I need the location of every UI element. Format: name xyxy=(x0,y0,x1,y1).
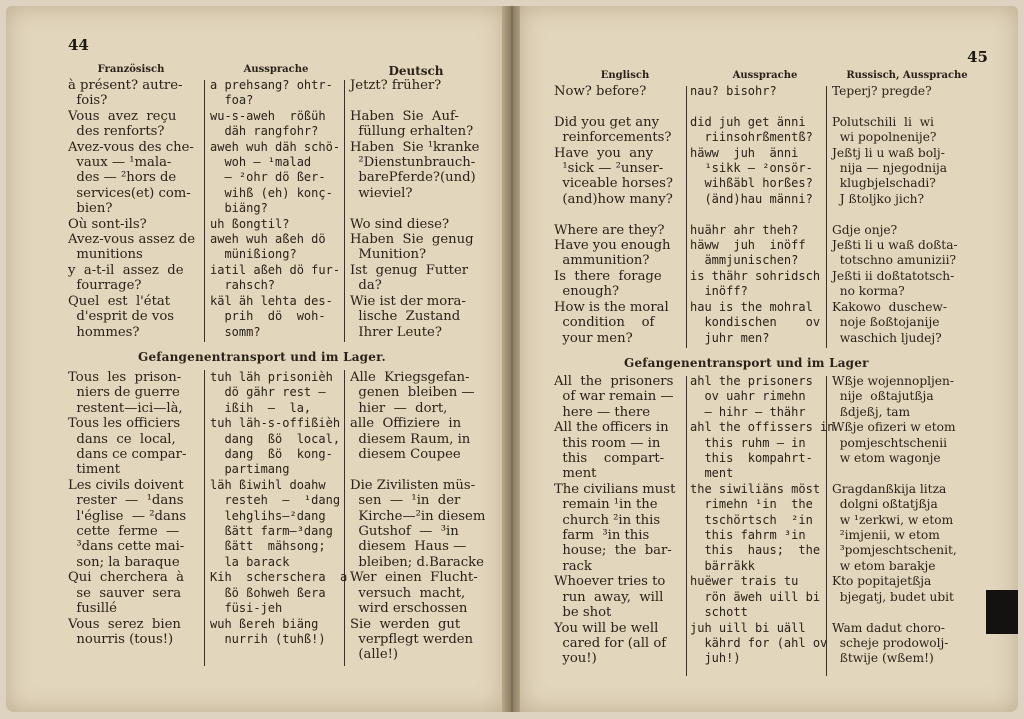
text-line: nau? bisohr? xyxy=(690,84,777,98)
text-line: fusillé xyxy=(68,601,117,617)
text-line: enough? xyxy=(554,284,620,300)
text-line: (and)how many? xyxy=(554,191,673,207)
text-line: wihß (eh) konç- xyxy=(210,185,333,200)
text-line: Wer einen Flucht- xyxy=(350,570,478,586)
german-bottom-column xyxy=(350,370,485,663)
column-divider xyxy=(204,370,205,666)
text-line: the siwiliäns möst xyxy=(690,481,821,496)
text-line: sen — ¹in der xyxy=(350,493,461,509)
text-line: dans ce compar- xyxy=(68,447,187,463)
text-line: Kto popitajetßja xyxy=(832,574,932,589)
text-line: bärräkk xyxy=(690,558,756,573)
text-line: of war remain — xyxy=(554,389,674,405)
text-line: dang ßö local, xyxy=(210,431,341,446)
text-line: käl äh lehta des- xyxy=(210,293,333,308)
text-line: ²imjenii, w etom xyxy=(832,528,940,543)
text-line: You will be well xyxy=(554,620,659,636)
header-franzoesisch: Französisch xyxy=(97,64,165,75)
text-line: lische Zustand xyxy=(350,309,461,325)
text-line: house; the bar- xyxy=(554,543,672,559)
text-line: ¹sick — ²unser- xyxy=(554,161,664,177)
text-line: rimehn ¹in the xyxy=(690,497,813,512)
text-line: Have you any xyxy=(554,145,654,161)
text-line: dans ce local, xyxy=(68,431,176,447)
text-line: Les civils doivent xyxy=(68,477,184,493)
text-line: you!) xyxy=(554,651,597,667)
text-line: All the officers in xyxy=(554,420,669,436)
pronunciation-en-bottom-column xyxy=(690,374,835,667)
text-line: Where are they? xyxy=(554,222,665,238)
text-line xyxy=(832,99,958,114)
text-line: lehglihs—²dang xyxy=(210,508,326,523)
text-line: läh ßiwihl doahw xyxy=(210,477,326,492)
book-gutter xyxy=(502,6,522,712)
text-line: Sie werden gut xyxy=(350,616,461,632)
text-line: riinsohrßmentß? xyxy=(690,130,813,145)
text-line xyxy=(832,466,957,481)
text-line: waschich ljudej? xyxy=(832,330,942,345)
text-line: ov uahr rimehn xyxy=(690,389,806,404)
text-line: biäng? xyxy=(210,201,268,216)
text-line: ahl the prisoners xyxy=(690,374,813,388)
text-line: timent xyxy=(68,462,121,478)
text-line: alle Offiziere in xyxy=(350,416,462,432)
text-line: Jeßti li u waß doßta- xyxy=(832,238,958,253)
text-line: Now? before? xyxy=(554,84,647,99)
text-line: Tous les prison- xyxy=(68,370,182,385)
text-line: klugbjelschadi? xyxy=(832,176,936,191)
text-line: nija — njegodnija xyxy=(832,161,948,176)
text-line: Ist genug Futter xyxy=(350,262,469,278)
text-line: bleiben; d.Baracke xyxy=(350,554,484,570)
text-line: münißiong? xyxy=(210,247,297,262)
text-line: dö gähr rest — xyxy=(210,385,326,400)
text-line: Have you enough xyxy=(554,238,671,254)
text-line: Jetzt? früher? xyxy=(350,78,442,93)
column-divider xyxy=(204,80,205,342)
text-line: inöff? xyxy=(690,284,748,299)
text-line: Wo sind diese? xyxy=(350,216,450,232)
text-line: tschörtsch ²in xyxy=(690,512,813,527)
text-line: iatil aßeh dö fur- xyxy=(210,262,341,277)
text-line: this room — in xyxy=(554,435,661,451)
text-line: ßtwije (wßem!) xyxy=(832,651,934,666)
text-line: Où sont-ils? xyxy=(68,216,147,232)
text-line: juh!) xyxy=(690,651,741,666)
text-line: be shot xyxy=(554,605,612,621)
text-line: this haus; the xyxy=(690,543,821,558)
text-line: dolgni oßtatjßja xyxy=(832,497,938,512)
text-line: reinforcements? xyxy=(554,130,672,146)
text-line: ßätt mähsong; xyxy=(210,539,326,554)
russian-bottom-column xyxy=(832,374,957,667)
thumb-index-tab xyxy=(986,590,1018,634)
text-line xyxy=(832,207,958,222)
text-line: Kih scherschera a xyxy=(210,570,348,585)
french-top-column xyxy=(68,78,195,340)
text-line: Kakowo duschew- xyxy=(832,299,947,314)
text-line xyxy=(690,207,820,222)
text-line: did juh get änni xyxy=(690,114,806,129)
text-line: ßdjeßj, tam xyxy=(832,404,911,419)
text-line: Haben Sie ¹kranke xyxy=(350,139,480,155)
text-line: no korma? xyxy=(832,284,905,299)
text-line: Jeßtj li u waß bolj- xyxy=(832,145,945,160)
text-line: — ²ohr dö ßer- xyxy=(210,170,326,185)
page-number-left: 44 xyxy=(68,36,89,54)
text-line: cared for (all of xyxy=(554,635,667,651)
text-line xyxy=(350,462,485,477)
text-line: füllung erhalten? xyxy=(350,124,474,140)
text-line: Avez-vous des che- xyxy=(68,139,194,155)
text-line: juh uill bi uäll xyxy=(690,620,806,635)
german-top-column xyxy=(350,78,479,340)
english-bottom-column xyxy=(554,374,675,667)
text-line: uh ßongtil? xyxy=(210,216,290,231)
text-line: versuch macht, xyxy=(350,585,466,601)
text-line: aweh wuh däh schö- xyxy=(210,139,341,154)
text-line: bien? xyxy=(68,201,113,217)
text-line: kährd for (ahl ov xyxy=(690,635,828,650)
text-line: ßätt farm—³dang xyxy=(210,524,333,539)
text-line: diesem Coupee xyxy=(350,447,461,463)
right-page xyxy=(520,6,1018,712)
text-line xyxy=(832,605,957,620)
text-line: viceable horses? xyxy=(554,176,673,192)
text-line: The civilians must xyxy=(554,481,676,497)
text-line: Die Zivilisten müs- xyxy=(350,477,476,493)
text-line: noje ßoßtojanije xyxy=(832,315,940,330)
text-line: diesem Raum, in xyxy=(350,431,471,447)
text-line: Wam dadut choro- xyxy=(832,620,945,635)
text-line: How is the moral xyxy=(554,299,669,315)
text-line: häww juh inöff xyxy=(690,238,806,253)
text-line: diesem Haus — xyxy=(350,539,467,555)
text-line: Alle Kriegsgefan- xyxy=(350,370,470,385)
text-line: (alle!) xyxy=(350,647,399,663)
text-line: Wie ist der mora- xyxy=(350,293,466,309)
text-line: munitions xyxy=(68,247,143,263)
text-line: ment xyxy=(690,466,734,481)
text-line: cette ferme — xyxy=(68,524,180,540)
text-line: partimang xyxy=(210,462,290,477)
column-divider xyxy=(826,86,827,348)
text-line: this fahrm ³in xyxy=(690,528,806,543)
text-line xyxy=(350,201,479,216)
text-line: somm? xyxy=(210,324,261,339)
text-line: w etom barakje xyxy=(832,558,936,573)
text-line: this kompahrt- xyxy=(690,451,813,466)
text-line: scheje prodowolj- xyxy=(832,635,949,650)
text-line: Quel est l'état xyxy=(68,293,171,309)
text-line: Vous avez reçu xyxy=(68,108,177,124)
text-line: hier — dort, xyxy=(350,400,448,416)
header-deutsch: Deutsch xyxy=(388,64,444,78)
text-line: nurrih (tuhß!) xyxy=(210,631,326,646)
text-line: rester — ¹dans xyxy=(68,493,184,509)
text-line: wu-s-aweh rößüh xyxy=(210,108,326,123)
text-line: here — there xyxy=(554,404,651,420)
text-line: ²Dienstunbrauch- xyxy=(350,155,476,171)
text-line: vaux — ¹mala- xyxy=(68,155,172,171)
text-line: Jeßti ii doßtatotsch- xyxy=(832,268,955,283)
text-line: remain ¹in the xyxy=(554,497,658,513)
text-line: la barack xyxy=(210,554,290,569)
pronunciation-top-column xyxy=(210,78,340,340)
text-line: services(et) com- xyxy=(68,185,191,201)
text-line: nije oßtajutßja xyxy=(832,389,934,404)
left-page xyxy=(6,6,504,712)
text-line: aweh wuh aßeh dö xyxy=(210,232,326,247)
header-russisch: Russisch, Aussprache xyxy=(846,70,968,81)
pronunciation-en-top-column xyxy=(690,84,820,346)
text-line: Munition? xyxy=(350,247,427,263)
text-line: Wßje wojennopljen- xyxy=(832,374,954,388)
text-line: à présent? autre- xyxy=(68,78,183,93)
text-line: son; la baraque xyxy=(68,554,180,570)
text-line: kondischen ov xyxy=(690,315,821,330)
text-line: huëwer trais tu xyxy=(690,574,799,589)
text-line xyxy=(350,93,479,108)
text-line: füsi-jeh xyxy=(210,601,283,616)
text-line: Is there forage xyxy=(554,268,662,284)
column-divider xyxy=(686,86,687,348)
text-line xyxy=(554,207,673,222)
text-line xyxy=(554,99,673,114)
text-line xyxy=(690,99,820,114)
text-line: your men? xyxy=(554,330,633,346)
text-line: ammunition? xyxy=(554,253,650,269)
text-line: nourris (tous!) xyxy=(68,631,174,647)
text-line: Did you get any xyxy=(554,114,660,130)
text-line: Haben Sie Auf- xyxy=(350,108,459,124)
text-line: ¹sikk — ²onsör- xyxy=(690,161,813,176)
text-line: this compart- xyxy=(554,451,665,467)
text-line: dang ßö kong- xyxy=(210,447,333,462)
section-title-left: Gefangenentransport und im Lager. xyxy=(138,350,386,364)
text-line: Ihrer Leute? xyxy=(350,324,442,340)
text-line: ämmjunischen? xyxy=(690,253,799,268)
text-line: Gragdanßkija litza xyxy=(832,481,947,496)
text-line: is thähr sohridsch xyxy=(690,268,821,283)
section-title-right: Gefangenentransport und im Lager xyxy=(624,356,869,370)
text-line: Teperj? pregde? xyxy=(832,84,932,98)
text-line: ³pomjeschtschenit, xyxy=(832,543,957,558)
pronunciation-bottom-column xyxy=(210,370,347,647)
text-line: verpflegt werden xyxy=(350,631,474,647)
text-line: restent—ici—là, xyxy=(68,400,183,416)
column-divider xyxy=(344,80,345,342)
text-line: niers de guerre xyxy=(68,385,180,401)
text-line: this ruhm — in xyxy=(690,435,806,450)
text-line: ahl the offissers in xyxy=(690,420,835,435)
text-line: rack xyxy=(554,558,592,574)
text-line: hau is the mohral xyxy=(690,299,813,314)
text-line: Whoever tries to xyxy=(554,574,666,590)
text-line: bjegatj, budet ubit xyxy=(832,589,954,604)
text-line: wird erschossen xyxy=(350,601,468,617)
text-line: church ²in this xyxy=(554,512,661,528)
page-number-right: 45 xyxy=(967,48,988,66)
text-line: woh — ¹malad xyxy=(210,155,312,170)
text-line: d'esprit de vos xyxy=(68,309,175,325)
text-line: totschno amunizii? xyxy=(832,253,957,268)
english-top-column xyxy=(554,84,673,346)
text-line: genen bleiben — xyxy=(350,385,475,401)
text-line: wieviel? xyxy=(350,185,413,201)
text-line: — hihr — thähr xyxy=(690,404,806,419)
text-line: pomjeschtschenii xyxy=(832,435,948,450)
text-line: w etom wagonje xyxy=(832,451,941,466)
text-line: tuh läh-s-offißièh xyxy=(210,416,341,431)
text-line: barePferde?(und) xyxy=(350,170,476,186)
text-line: All the prisoners xyxy=(554,374,674,389)
text-line: des — ²hors de xyxy=(68,170,177,186)
text-line: schott xyxy=(690,605,748,620)
text-line: da? xyxy=(350,278,382,294)
text-line: Polutschili li wi xyxy=(832,114,934,129)
text-line: wihßäbl horßes? xyxy=(690,176,813,191)
text-line: wuh ßereh biäng xyxy=(210,616,319,631)
russian-top-column xyxy=(832,84,958,346)
text-line: Tous les officiers xyxy=(68,416,181,432)
text-line: y a-t-il assez de xyxy=(68,262,184,278)
text-line: ßö ßohweh ßera xyxy=(210,585,326,600)
text-line: Wßje ofizeri w etom xyxy=(832,420,956,435)
text-line: resteh — ¹dang xyxy=(210,493,341,508)
french-bottom-column xyxy=(68,370,186,647)
text-line: w ¹zerkwi, w etom xyxy=(832,512,954,527)
text-line: ment xyxy=(554,466,597,482)
text-line: wi popolnenije? xyxy=(832,130,937,145)
text-line: condition of xyxy=(554,315,655,331)
text-line: rahsch? xyxy=(210,278,276,293)
header-englisch: Englisch xyxy=(600,70,650,81)
text-line: Qui cherchera à xyxy=(68,570,184,586)
text-line: farm ³in this xyxy=(554,528,650,544)
text-line: (änd)hau männi? xyxy=(690,191,813,206)
header-aussprache-left: Aussprache xyxy=(243,64,309,75)
text-line: se sauver sera xyxy=(68,585,182,601)
text-line: hommes? xyxy=(68,324,140,340)
text-line: Vous serez bien xyxy=(68,616,181,632)
text-line: tuh läh prisonièh xyxy=(210,370,333,384)
text-line: häww juh änni xyxy=(690,145,799,160)
text-line: däh rangfohr? xyxy=(210,124,319,139)
text-line: rön äweh uill bi xyxy=(690,589,821,604)
text-line: foa? xyxy=(210,93,254,108)
text-line: Gutshof — ³in xyxy=(350,524,459,540)
text-line: juhr men? xyxy=(690,330,770,345)
text-line: Haben Sie genug xyxy=(350,232,474,248)
text-line: ißih — la, xyxy=(210,400,312,415)
text-line: Avez-vous assez de xyxy=(68,232,196,248)
text-line: ³dans cette mai- xyxy=(68,539,185,555)
text-line: l'église — ²dans xyxy=(68,508,187,524)
text-line: fourrage? xyxy=(68,278,142,294)
text-line: prih dö woh- xyxy=(210,309,326,324)
text-line: huähr ahr theh? xyxy=(690,222,799,237)
text-line: a prehsang? ohtr- xyxy=(210,78,333,92)
text-line: run away, will xyxy=(554,589,664,605)
text-line: J ßtoljko jich? xyxy=(832,191,925,206)
text-line: des renforts? xyxy=(68,124,165,140)
header-aussprache-right: Aussprache xyxy=(732,70,798,81)
text-line: fois? xyxy=(68,93,108,109)
text-line: Kirche—²in diesem xyxy=(350,508,486,524)
text-line: Gdje onje? xyxy=(832,222,898,237)
column-divider xyxy=(686,376,687,676)
